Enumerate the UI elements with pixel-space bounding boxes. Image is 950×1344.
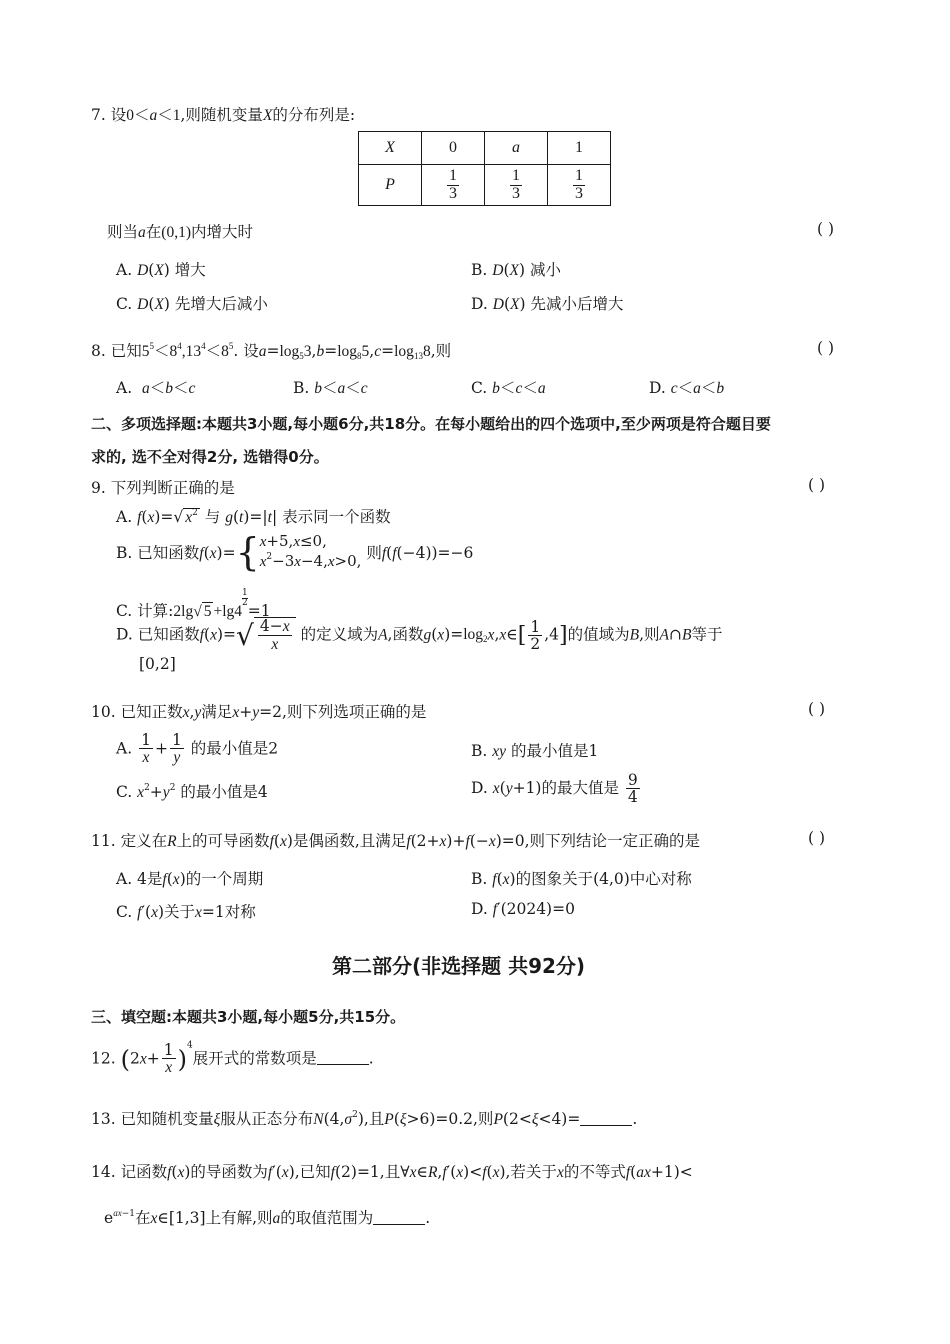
answer-paren: ( ) xyxy=(808,700,826,718)
table-cell: X xyxy=(359,132,422,165)
section2-line2: 求的, 选不全对得2分, 选错得0分。 xyxy=(91,448,329,466)
q9-option-d: D. 已知函数f(x)=√ $\frac{4-x}{x}$ 的定义域为A,函数$g(x)=\log_2x,x\in$[ $\frac{1}{2}$ ,4]的值域为B,则A∩B等于 xyxy=(116,617,723,654)
q14-line2: $e^{ax-1}$在x∈[1,3]上有解,则a的取值范围为 . xyxy=(104,1208,431,1227)
table-cell: P xyxy=(359,165,422,206)
q8-stem: 8. 已知$5^5<8^4,13^4<8^5$. 设$a=\log_53,b=\log_85,c=\log_{13}8$,则 xyxy=(91,341,452,361)
table-cell: 0 xyxy=(422,132,485,165)
answer-paren: ( ) xyxy=(817,220,835,238)
distribution-table xyxy=(358,131,611,206)
q11-option-c: C. f′(x)关于x=1对称 xyxy=(116,903,256,921)
answer-paren: ( ) xyxy=(817,339,835,357)
q13-stem: 13. 已知随机变量ξ服从正态分布$N(4,\sigma^2)$,且P(ξ>6)=0.2,则P(2<ξ<4)= . xyxy=(91,1110,638,1128)
section3-title: 三、填空题:本题共3小题,每小题5分,共15分。 xyxy=(91,1008,406,1026)
q8-option-a: A. a＜b＜c xyxy=(116,379,196,397)
q11-option-b: B. f(x)的图象关于(4,0)中心对称 xyxy=(471,870,692,888)
q10-option-c: C. $x^2+y^2$ 的最小值是4 xyxy=(116,783,268,801)
q10-option-d: D. x(y+1)的最大值是 $\frac{9}{4}$ xyxy=(471,771,638,807)
answer-paren: ( ) xyxy=(808,829,826,847)
q14-line1: 14. 记函数f(x)的导函数为f′(x),已知f(2)=1,且∀x∈R,f′(x)<f(x),若关于x的不等式f(ax+1)< xyxy=(91,1163,693,1181)
q9-option-b: B. 已知函数f(x)={ x+5,x≤0, $x^2-3x-4,x>0$, 则f(f(−4))=−6 xyxy=(116,529,474,574)
q8-option-d: D. c＜a＜b xyxy=(649,379,725,397)
q7-option-d: D. D(X) 先减小后增大 xyxy=(471,295,624,313)
q9-option-c: C. 计算:2lg√ 5 +lg4 $\frac{1}{2}$ =1 xyxy=(116,588,271,620)
table-cell: $\frac{1}{3}$ xyxy=(548,165,611,206)
q7-option-c: C. D(X) 先增大后减小 xyxy=(116,295,268,313)
q10-option-b: B. xy 的最小值是1 xyxy=(471,742,599,760)
q9-option-a: A. f(x)=√ $x^2$ 与 g(t)=|t| 表示同一个函数 xyxy=(116,508,391,526)
answer-paren: ( ) xyxy=(808,476,826,494)
q11-option-a: A. 4是f(x)的一个周期 xyxy=(116,870,264,888)
q11-stem: 11. 定义在R上的可导函数f(x)是偶函数,且满足f(2+x)+f(−x)=0,则下列结论一定正确的是 xyxy=(91,832,701,850)
section2-line1: 二、多项选择题:本题共3小题,每小题6分,共18分。在每小题给出的四个选项中,至少两项是符合题目要 xyxy=(91,415,771,433)
q8-option-b: B. b＜a＜c xyxy=(293,379,368,397)
q9-stem: 9. 下列判断正确的是 xyxy=(91,479,235,497)
q10-stem: 10. 已知正数x,y满足x+y=2,则下列选项正确的是 xyxy=(91,703,427,721)
q7-option-a: A. D(X) 增大 xyxy=(116,261,206,279)
table-cell: $\frac{1}{3}$ xyxy=(422,165,485,206)
part2-title: 第二部分(非选择题 共92分) xyxy=(332,954,586,978)
table-cell: $\frac{1}{3}$ xyxy=(485,165,548,206)
q11-option-d: D. f′(2024)=0 xyxy=(471,900,575,918)
q12-stem: 12. (2x+ $\frac{1}{x}$ )$^4$展开式的常数项是 . xyxy=(91,1040,374,1077)
q7-option-b: B. D(X) 减小 xyxy=(471,261,561,279)
q8-option-c: C. b＜c＜a xyxy=(471,379,546,397)
q7-stem: 7. 设0＜a＜1,则随机变量X的分布列是: xyxy=(91,106,356,124)
q9-option-d-tail: [0,2] xyxy=(139,655,176,673)
q10-option-a: A. $\frac{1}{x}$ + $\frac{1}{y}$ 的最小值是2 xyxy=(116,731,279,767)
q7-continue: 则当a在(0,1)内增大时 xyxy=(107,223,253,241)
table-cell: a xyxy=(485,132,548,165)
table-cell: 1 xyxy=(548,132,611,165)
